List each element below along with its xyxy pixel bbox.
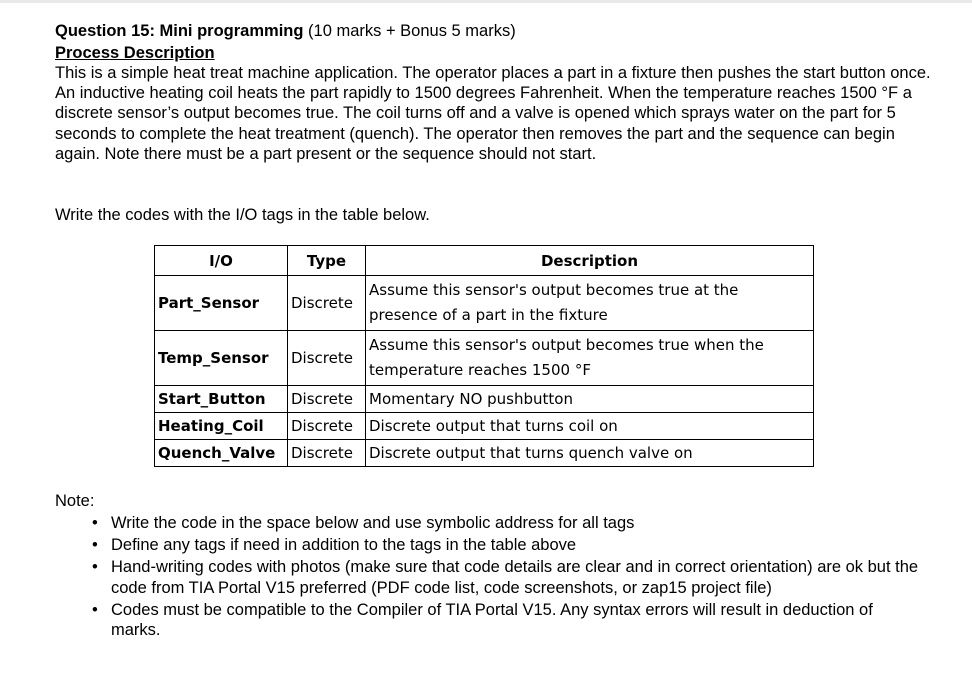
header-type: Type xyxy=(288,246,366,276)
list-item xyxy=(92,513,922,533)
bullet-icon: • xyxy=(92,536,98,555)
section-heading: Process Description xyxy=(55,44,215,62)
notes-list xyxy=(92,513,922,642)
note-text: Define any tags if need in addition to the tags in the table above xyxy=(111,536,577,555)
process-description: This is a simple heat treat machine application. The operator places a part in a fixture then pushes the start button once. An inductive heating coil heats the part rapidly to 1500 degrees Fahrenheit. When the temperature reaches 1500 °F a discrete sensor’s output becomes true. The coil turns off and a valve is opened which sprays water on the part for 5 seconds to complete the heat treatment (quench). The operator then removes the part and the sequence can begin again. Note there must be a part present or the sequence should not start. xyxy=(55,64,931,163)
type-cell: Discrete xyxy=(288,331,366,386)
note-text: Codes must be compatible to the Compiler of TIA Portal V15. Any syntax errors will result in deduction of marks. xyxy=(111,600,873,640)
question-title: Question 15: Mini programming xyxy=(55,22,304,40)
table-row xyxy=(155,386,814,413)
table-row xyxy=(155,276,814,331)
type-cell: Discrete xyxy=(288,386,366,413)
bullet-icon: • xyxy=(92,514,98,532)
description-cell: Assume this sensor's output becomes true when the temperature reaches 1500 °F xyxy=(366,331,814,386)
bullet-icon: • xyxy=(92,600,98,619)
io-table-header-row xyxy=(155,246,814,276)
note-label: Note: xyxy=(55,492,95,510)
header-io: I/O xyxy=(155,246,288,276)
type-cell: Discrete xyxy=(288,276,366,331)
table-row xyxy=(155,440,814,467)
top-border xyxy=(0,0,972,3)
description-cell: Momentary NO pushbutton xyxy=(366,386,814,413)
table-row xyxy=(155,331,814,386)
tag-cell: Part_Sensor xyxy=(155,276,288,331)
question-heading xyxy=(55,21,516,41)
description-cell: Discrete output that turns coil on xyxy=(366,413,814,440)
tag-cell: Heating_Coil xyxy=(155,413,288,440)
table-row xyxy=(155,413,814,440)
bullet-icon: • xyxy=(92,558,98,577)
tag-cell: Start_Button xyxy=(155,386,288,413)
tag-cell: Temp_Sensor xyxy=(155,331,288,386)
type-cell: Discrete xyxy=(288,413,366,440)
header-description: Description xyxy=(366,246,814,276)
note-text: Hand-writing codes with photos (make sure that code details are clear and in correct orientation) are ok but the code from TIA Portal V15 preferred (PDF code list, code screenshots, or zap15 project file) xyxy=(111,558,919,597)
io-table xyxy=(154,245,814,467)
list-item xyxy=(92,535,922,555)
description-cell: Assume this sensor's output becomes true at the presence of a part in the fixture xyxy=(366,276,814,331)
tag-cell: Quench_Valve xyxy=(155,440,288,467)
description-cell: Discrete output that turns quench valve on xyxy=(366,440,814,467)
list-item xyxy=(92,600,922,640)
note-text: Write the code in the space below and use symbolic address for all tags xyxy=(111,514,635,532)
list-item xyxy=(92,557,922,597)
question-marks: (10 marks + Bonus 5 marks) xyxy=(303,22,516,40)
type-cell: Discrete xyxy=(288,440,366,467)
instruction-text: Write the codes with the I/O tags in the table below. xyxy=(55,206,430,224)
